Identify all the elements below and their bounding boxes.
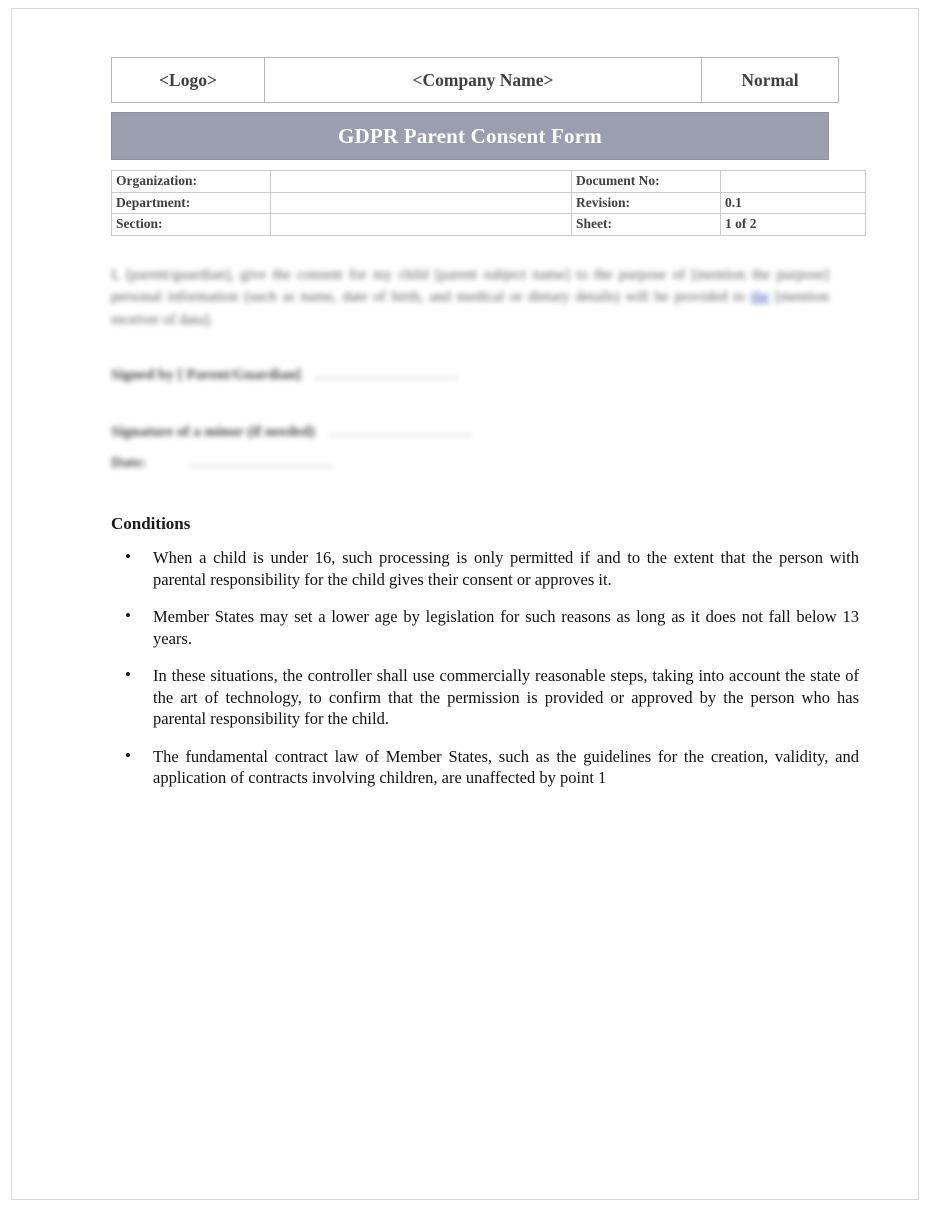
signature-minor-label: Signature of a minor (if needed) (111, 424, 316, 440)
section-label: Section: (112, 214, 271, 236)
document-title-bar (111, 112, 829, 160)
page-title: GDPR Parent Consent Form (338, 123, 602, 148)
signature-parent-dots: ............................. (315, 367, 459, 383)
revision-label: Revision: (572, 192, 721, 214)
consent-text-after-link: [mention receiver of data]. (111, 289, 829, 328)
revision-value: 0.1 (721, 192, 866, 214)
signature-date-dots: ............................. (189, 455, 334, 471)
list-item: • The fundamental contract law of Member States, such as the guidelines for the creation, validity, and application of contracts involving children, are unaffected by point 1 (141, 746, 859, 789)
logo-placeholder-cell: <Logo> (112, 58, 265, 103)
list-item: • When a child is under 16, such processing is only permitted if and to the extent that the person with parental responsibility for the child gives their consent or approves it. (141, 547, 859, 590)
consent-inline-link: the (750, 289, 770, 305)
list-item: • Member States may set a lower age by legislation for such reasons as long as it does not fall below 13 years. (141, 606, 859, 649)
table-row (112, 58, 839, 103)
list-item: • In these situations, the controller shall use commercially reasonable steps, taking into account the state of the art of technology, to confirm that the permission is provided or approved by the person who has parental responsibility for the child. (141, 665, 859, 730)
conditions-list (111, 547, 859, 789)
department-label: Department: (112, 192, 271, 214)
document-no-value (721, 171, 866, 193)
consent-paragraph (111, 264, 829, 332)
signature-line-date (111, 455, 829, 472)
document-content (111, 57, 859, 789)
signature-line-parent (111, 367, 829, 384)
company-name-placeholder-cell: <Company Name> (265, 58, 702, 103)
document-header-table (111, 57, 839, 103)
document-no-label: Document No: (572, 171, 721, 193)
sheet-label: Sheet: (572, 214, 721, 236)
signature-parent-label: Signed by [ Parent/Guardian] (111, 367, 302, 383)
signature-minor-dots: ............................. (329, 424, 473, 440)
consent-text-before-link: I, [parent/guardian], give the consent for my child [parent subject name] to the purpose of [mention the purpose] personal information (such as name, date of birth, and medical or dietary details) will be provided to (111, 266, 829, 305)
conditions-heading: Conditions (111, 514, 191, 533)
classification-cell: Normal (702, 58, 839, 103)
table-row (112, 192, 866, 214)
document-meta-table (111, 170, 866, 236)
sheet-value: 1 of 2 (721, 214, 866, 236)
department-value (271, 192, 572, 214)
organization-value (271, 171, 572, 193)
table-row (112, 171, 866, 193)
document-page (11, 8, 919, 1200)
signature-line-minor (111, 424, 829, 441)
section-value (271, 214, 572, 236)
table-row (112, 214, 866, 236)
organization-label: Organization: (112, 171, 271, 193)
signature-date-label: Date: (111, 455, 146, 471)
